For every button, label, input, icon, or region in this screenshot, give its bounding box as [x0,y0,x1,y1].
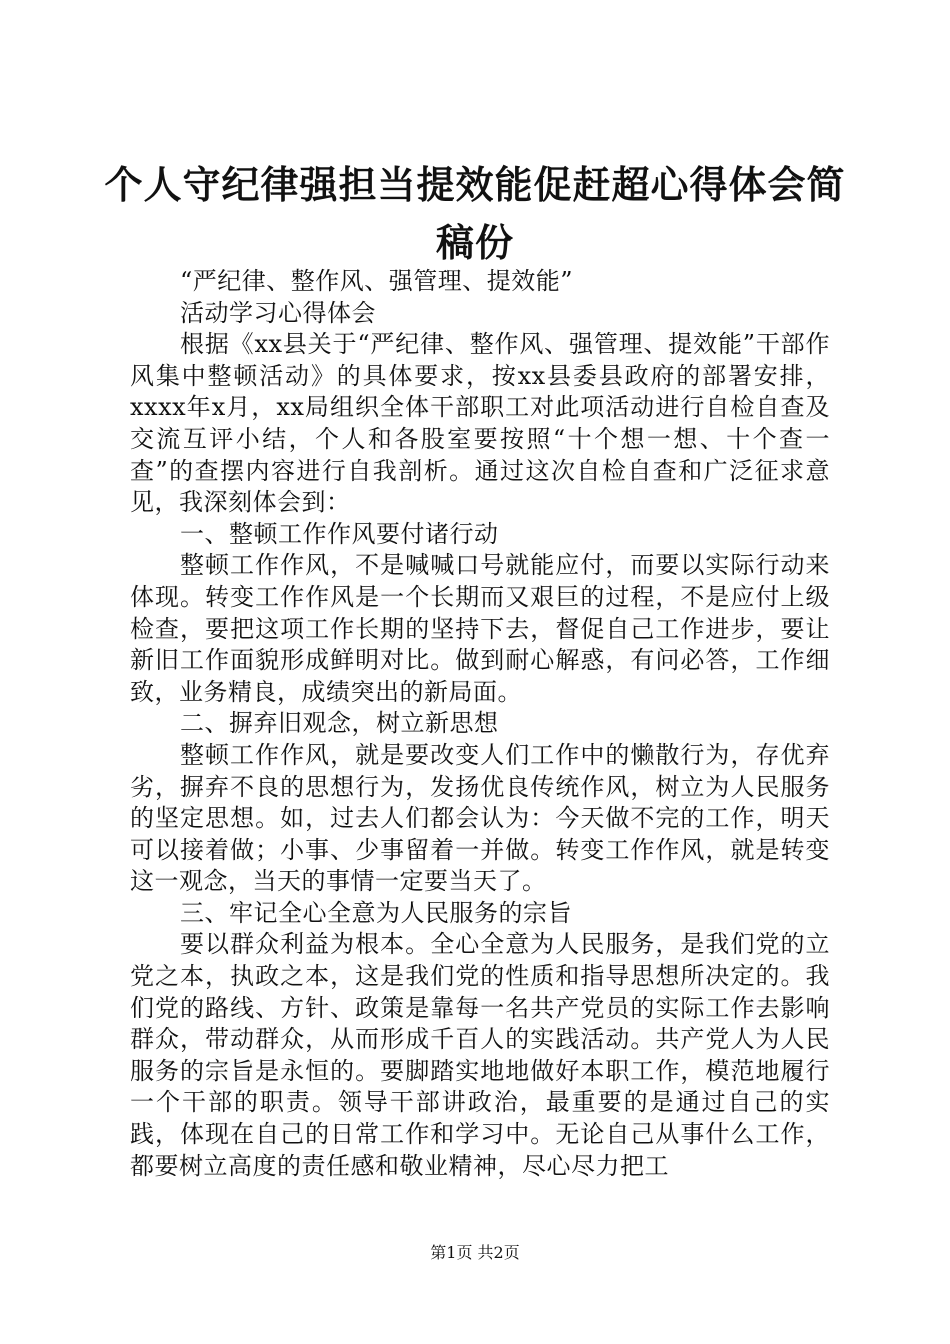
section-heading-1: 一、整顿工作作风要付诸行动 [180,519,499,548]
document-body [130,266,830,1182]
paragraph-section-1: 整顿工作作风，不是喊喊口号就能应付，而要以实际行动来体现。转变工作作风是一个长期而又艰巨的过程，不是应付上级检查，要把这项工作长期的坚持下去，督促自己工作进步，要让新旧工作面貌形成鲜明对比。做到耐心解惑，有问必答，工作细致，业务精良，成绩突出的新局面。 [130,551,830,706]
page-footer: 第1页 共2页 [430,1243,520,1262]
section-heading-3: 三、牢记全心全意为人民服务的宗旨 [180,898,572,927]
paragraph-intro: 根据《xx县关于“严纪律、整作风、强管理、提效能”干部作风集中整顿活动》的具体要求，按xx县委县政府的部署安排，xxxx年x月，xx局组织全体干部职工对此项活动进行自检自查及交流互评小结，个人和各股室要按照“十个想一想、十个查一查”的查摆内容进行自我剖析。通过这次自检自查和广泛征求意见，我深刻体会到： [130,330,830,517]
paragraph-subtitle: 活动学习心得体会 [180,298,376,327]
section-heading-2: 二、摒弃旧观念，树立新思想 [180,709,499,738]
paragraph-slogan: “严纪律、整作风、强管理、提效能” [180,267,574,295]
document-title: 个人守纪律强担当提效能促赶超心得体会简稿份 [104,162,846,265]
paragraph-section-2: 整顿工作作风，就是要改变人们工作中的懒散行为，存优弃劣，摒弃不良的思想行为，发扬优良传统作风，树立为人民服务的坚定思想。如，过去人们都会认为：今天做不完的工作，明天可以接着做；小事、少事留着一并做。转变工作作风，就是转变这一观念，当天的事情一定要当天了。 [130,740,830,896]
paragraph-section-3: 要以群众利益为根本。全心全意为人民服务，是我们党的立党之本，执政之本，这是我们党的性质和指导思想所决定的。我们党的路线、方针、政策是靠每一名共产党员的实际工作去影响群众，带动群众，从而形成千百人的实践活动。共产党人为人民服务的宗旨是永恒的。要脚踏实地地做好本职工作，模范地履行一个干部的职责。领导干部讲政治，最重要的是通过自己的实践，体现在自己的日常工作和学习中。无论自己从事什么工作，都要树立高度的责任感和敬业精神，尽心尽力把工 [130,930,830,1180]
